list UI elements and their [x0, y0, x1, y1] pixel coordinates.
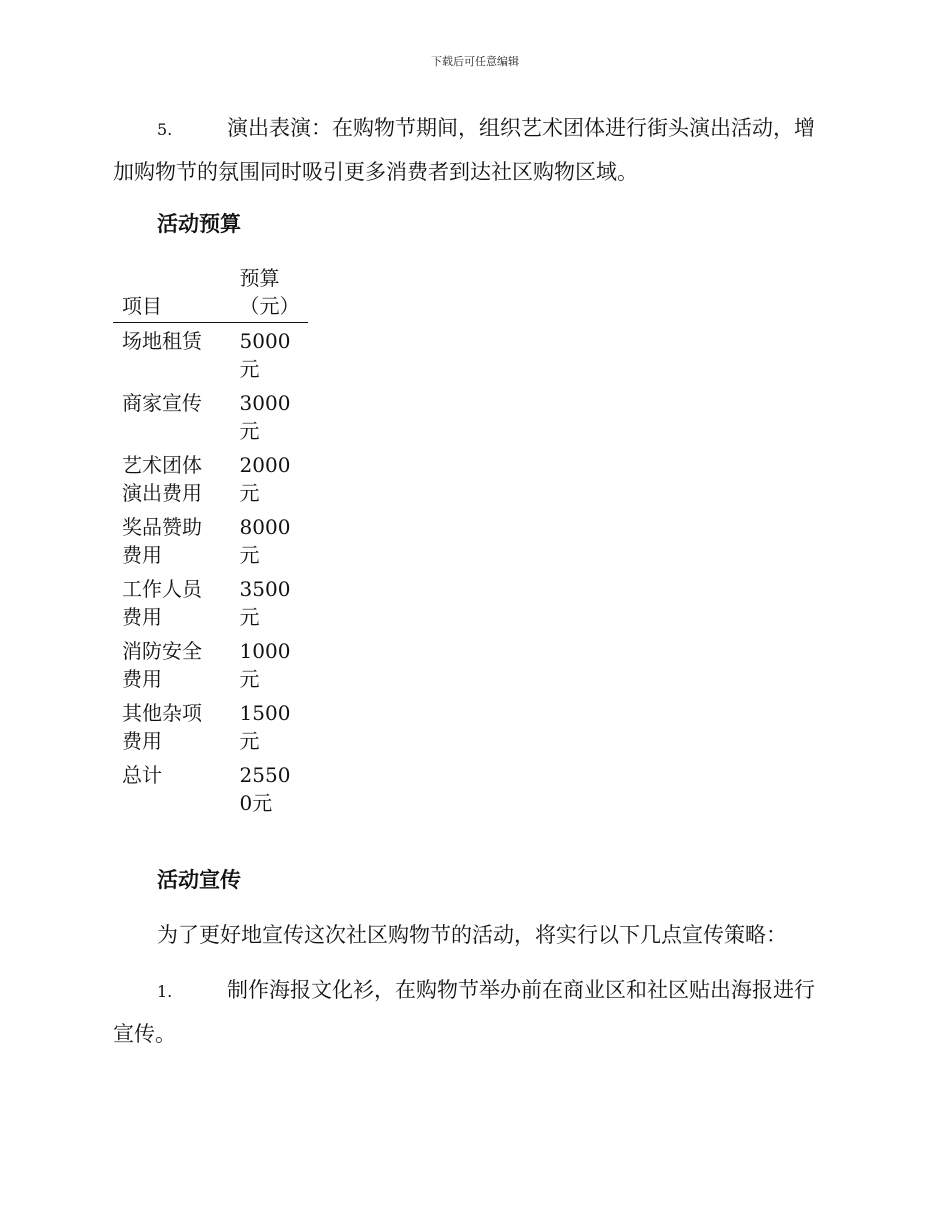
section-heading-promotion: 活动宣传 — [157, 867, 241, 892]
cell-item: 其他杂项费用 — [122, 701, 202, 753]
paragraph-item-1 — [113, 969, 833, 1055]
section-heading-budget: 活动预算 — [157, 211, 241, 236]
table-row — [113, 447, 308, 509]
cell-item: 总计 — [122, 763, 162, 787]
cell-budget: 8000元 — [239, 515, 291, 567]
cell-item: 奖品赞助费用 — [122, 515, 202, 567]
cell-item: 场地租赁 — [122, 329, 202, 353]
paragraph-item-5 — [113, 107, 833, 193]
page-header: 下载后可任意编辑 — [431, 55, 519, 68]
paragraph-intro — [113, 914, 833, 956]
cell-item: 工作人员费用 — [122, 577, 202, 629]
cell-budget: 25500元 — [239, 763, 291, 815]
list-number: 1. — [157, 982, 173, 1001]
cell-budget: 3500元 — [239, 577, 291, 629]
column-header-item: 项目 — [113, 264, 240, 323]
table-row — [113, 633, 308, 695]
column-header-budget: 预算（元） — [240, 264, 308, 323]
cell-budget: 1000元 — [239, 639, 291, 691]
table-row — [113, 509, 308, 571]
list-number: 5. — [157, 120, 173, 139]
paragraph-text: 演出表演：在购物节期间，组织艺术团体进行街头演出活动，增加购物节的氛围同时吸引更多消费者到达社区购物区域。 — [113, 116, 815, 184]
paragraph-text: 制作海报文化衫，在购物节举办前在商业区和社区贴出海报进行宣传。 — [113, 978, 815, 1046]
table-row — [113, 323, 308, 386]
cell-budget: 3000元 — [239, 391, 291, 443]
table-header-row — [113, 264, 308, 323]
paragraph-text: 为了更好地宣传这次社区购物节的活动，将实行以下几点宣传策略： — [157, 923, 787, 947]
cell-item: 艺术团体演出费用 — [122, 453, 202, 505]
table-row — [113, 757, 308, 819]
cell-budget: 2000元 — [239, 453, 291, 505]
budget-table — [113, 264, 308, 819]
cell-item: 商家宣传 — [122, 391, 202, 415]
cell-budget: 5000元 — [239, 329, 291, 381]
cell-budget: 1500元 — [239, 701, 291, 753]
cell-item: 消防安全费用 — [122, 639, 202, 691]
table-row — [113, 385, 308, 447]
table-row — [113, 695, 308, 757]
table-row — [113, 571, 308, 633]
